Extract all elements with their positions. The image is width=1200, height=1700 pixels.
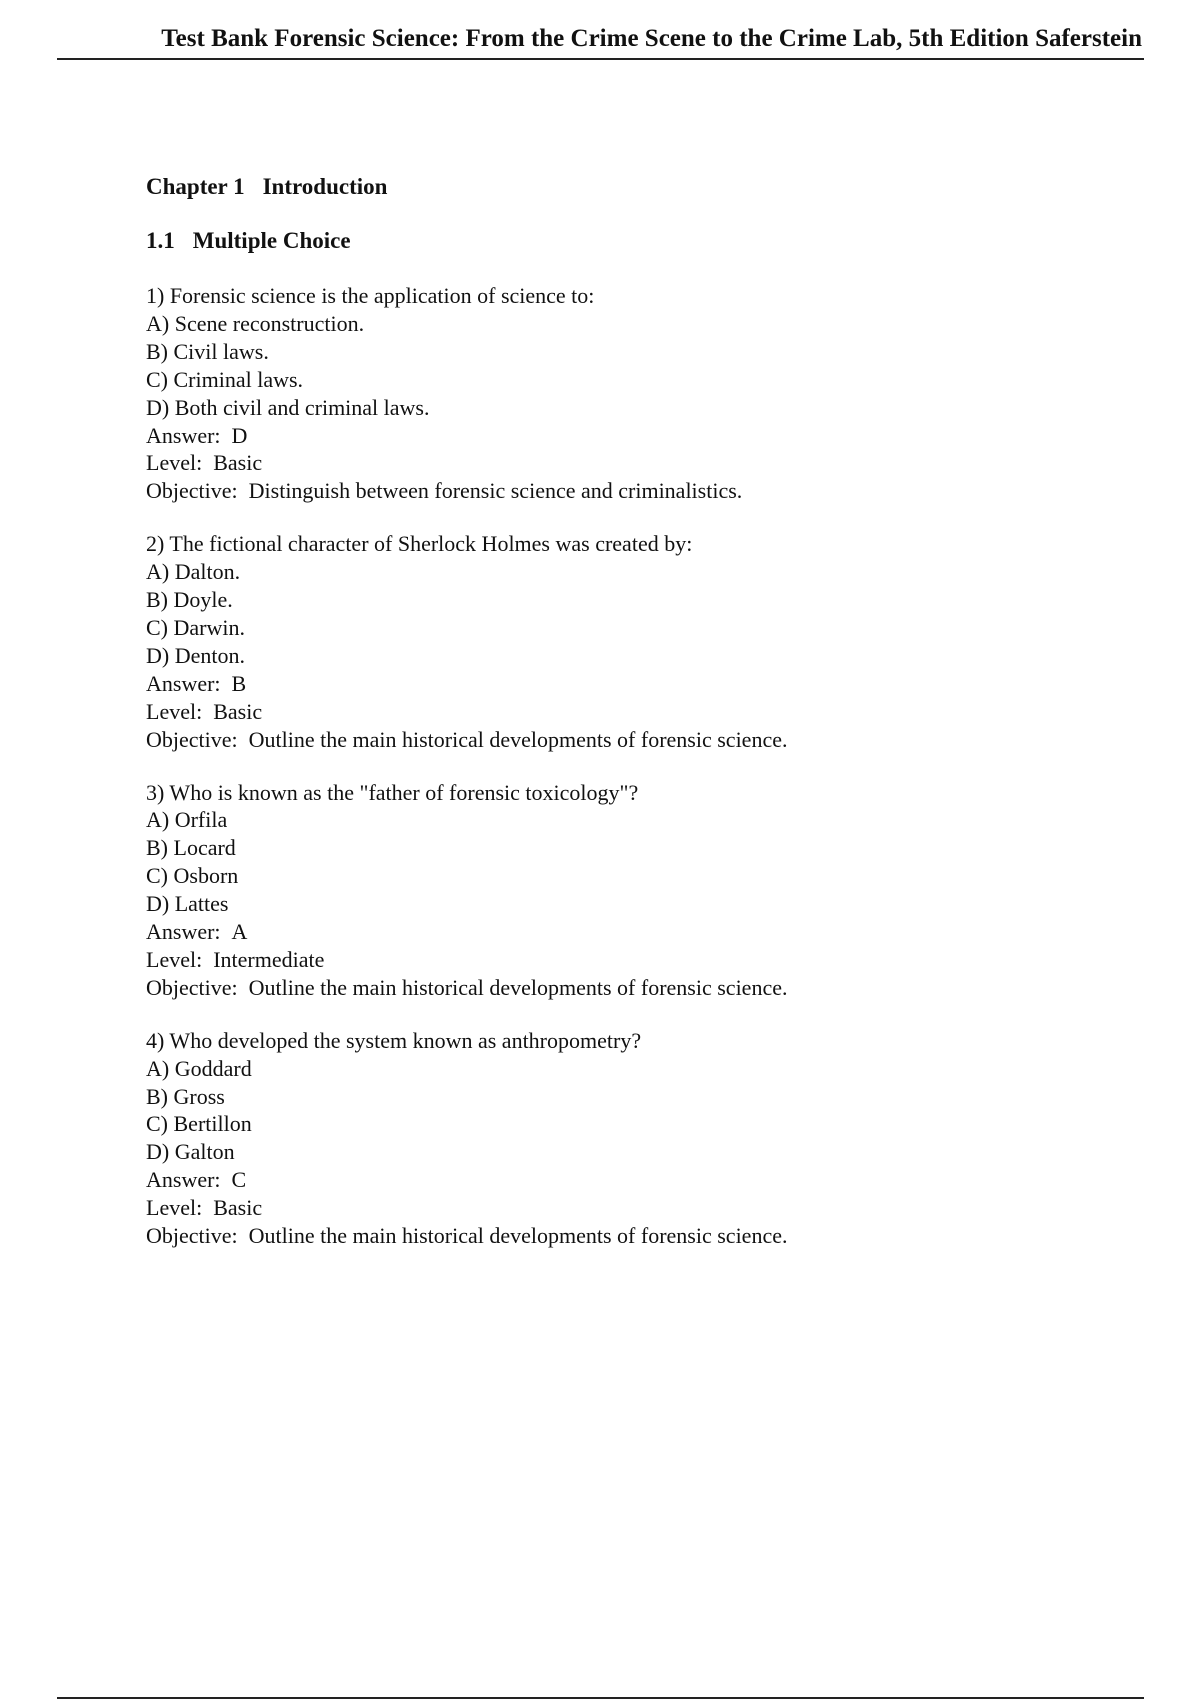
- answer-label: Answer:: [146, 919, 221, 945]
- level-line: [146, 449, 1106, 477]
- answer-option: D) Galton: [146, 1139, 235, 1165]
- answer-value: B: [231, 670, 247, 696]
- answer-value: D: [231, 422, 248, 448]
- objective-value: Outline the main historical developments of forensic science.: [248, 1223, 788, 1249]
- answer-option: D) Lattes: [146, 891, 229, 917]
- section-heading: [146, 226, 1106, 256]
- level-label: Level:: [146, 946, 203, 972]
- objective-line: [146, 974, 1106, 1002]
- level-line: [146, 946, 1106, 974]
- objective-label: Objective:: [146, 974, 238, 1000]
- level-value: Basic: [213, 1195, 263, 1221]
- answer-label: Answer:: [146, 670, 221, 696]
- question-stem: 1) Forensic science is the application of science to:: [146, 283, 595, 308]
- answer-label: Answer:: [146, 1167, 221, 1193]
- level-line: [146, 698, 1106, 726]
- objective-value: Outline the main historical developments of forensic science.: [248, 726, 788, 752]
- answer-option: C) Criminal laws.: [146, 366, 304, 392]
- answer-option: D) Denton.: [146, 642, 245, 668]
- question-stem: 2) The fictional character of Sherlock Holmes was created by:: [146, 531, 693, 557]
- question-block: [146, 1027, 1106, 1250]
- answer-line: [146, 670, 1106, 698]
- answer-label: Answer:: [146, 422, 221, 448]
- chapter-heading: [146, 172, 1106, 202]
- question-block: [146, 779, 1106, 1002]
- question-stem: 3) Who is known as the "father of forensic toxicology"?: [146, 779, 639, 805]
- answer-option: B) Gross: [146, 1083, 225, 1109]
- level-value: Intermediate: [213, 946, 325, 972]
- question-block: [146, 530, 1106, 753]
- answer-option: A) Scene reconstruction.: [146, 310, 365, 336]
- footer-divider: [57, 1697, 1144, 1699]
- answer-option: B) Civil laws.: [146, 338, 269, 364]
- answer-value: C: [231, 1167, 247, 1193]
- answer-option: A) Dalton.: [146, 559, 241, 585]
- objective-line: [146, 726, 1106, 754]
- objective-line: [146, 1222, 1106, 1250]
- level-value: Basic: [213, 450, 263, 476]
- answer-option: C) Osborn: [146, 863, 239, 889]
- objective-value: Outline the main historical developments of forensic science.: [248, 974, 788, 1000]
- question-stem: 4) Who developed the system known as anthropometry?: [146, 1027, 642, 1053]
- document-body: [146, 172, 1106, 1250]
- page-header: [57, 22, 1144, 60]
- answer-option: B) Locard: [146, 835, 236, 861]
- level-line: [146, 1194, 1106, 1222]
- level-label: Level:: [146, 698, 203, 724]
- level-value: Basic: [213, 698, 263, 724]
- answer-value: A: [231, 919, 248, 945]
- answer-option: B) Doyle.: [146, 587, 233, 613]
- answer-line: [146, 1166, 1106, 1194]
- answer-option: C) Bertillon: [146, 1111, 252, 1137]
- level-label: Level:: [146, 1195, 203, 1221]
- answer-option: C) Darwin.: [146, 614, 245, 640]
- objective-value: Distinguish between forensic science and criminalistics.: [248, 478, 743, 504]
- section-title: Multiple Choice: [192, 228, 351, 253]
- objective-label: Objective:: [146, 1223, 238, 1249]
- chapter-title: Introduction: [262, 174, 388, 199]
- answer-line: [146, 422, 1106, 450]
- objective-label: Objective:: [146, 478, 238, 504]
- section-number: 1.1: [146, 228, 175, 253]
- objective-line: [146, 477, 1106, 505]
- question-block: [146, 282, 1106, 505]
- level-label: Level:: [146, 450, 203, 476]
- document-title: Test Bank Forensic Science: From the Crime Scene to the Crime Lab, 5th Edition Saferstein: [161, 25, 1142, 52]
- answer-line: [146, 918, 1106, 946]
- answer-option: A) Goddard: [146, 1055, 252, 1081]
- answer-option: D) Both civil and criminal laws.: [146, 394, 430, 420]
- answer-option: A) Orfila: [146, 807, 228, 833]
- chapter-number: Chapter 1: [146, 174, 245, 199]
- objective-label: Objective:: [146, 726, 238, 752]
